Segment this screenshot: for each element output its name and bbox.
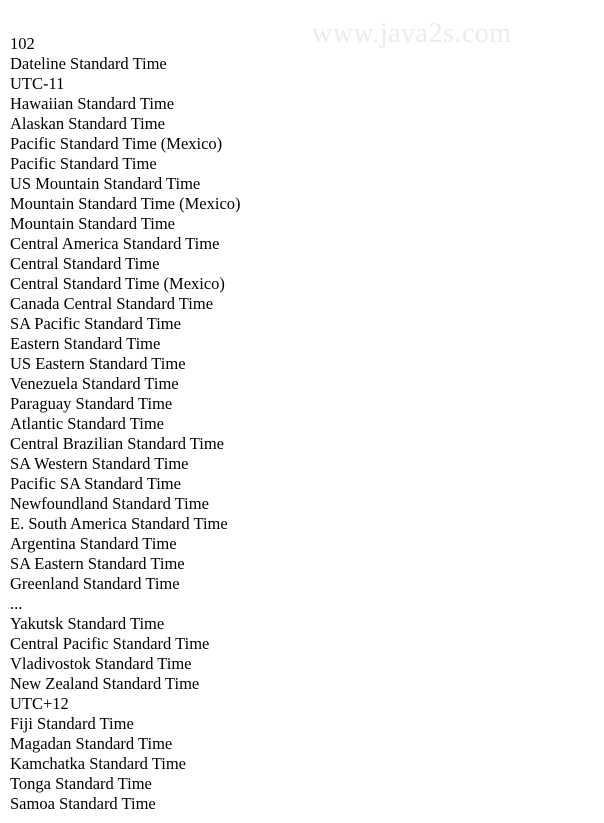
output-line: Vladivostok Standard Time: [10, 654, 192, 673]
output-line: SA Pacific Standard Time: [10, 314, 181, 333]
output-line: Pacific Standard Time (Mexico): [10, 134, 223, 153]
output-line: Central Pacific Standard Time: [10, 634, 210, 653]
output-line: Canada Central Standard Time: [10, 294, 214, 313]
output-line: Greenland Standard Time: [10, 574, 180, 593]
output-line: Eastern Standard Time: [10, 334, 161, 353]
output-line: Mountain Standard Time: [10, 214, 176, 233]
output-line: Hawaiian Standard Time: [10, 94, 175, 113]
output-line: Kamchatka Standard Time: [10, 754, 186, 773]
output-line: UTC-11: [10, 74, 65, 93]
output-line: Newfoundland Standard Time: [10, 494, 209, 513]
output-line: Mountain Standard Time (Mexico): [10, 194, 241, 213]
output-line: US Mountain Standard Time: [10, 174, 201, 193]
output-line: SA Eastern Standard Time: [10, 554, 185, 573]
output-line: Atlantic Standard Time: [10, 414, 164, 433]
output-line: Central Brazilian Standard Time: [10, 434, 225, 453]
output-line: 102: [10, 34, 35, 53]
output-line: Central Standard Time: [10, 254, 160, 273]
output-line: Fiji Standard Time: [10, 714, 134, 733]
output-line: Tonga Standard Time: [10, 774, 152, 793]
output-line: UTC+12: [10, 694, 69, 713]
output-line: Central Standard Time (Mexico): [10, 274, 225, 293]
output-line: Pacific Standard Time: [10, 154, 157, 173]
output-line: Dateline Standard Time: [10, 54, 167, 73]
output-line: Argentina Standard Time: [10, 534, 177, 553]
output-line: Samoa Standard Time: [10, 794, 156, 813]
output-line: US Eastern Standard Time: [10, 354, 186, 373]
output-line: Venezuela Standard Time: [10, 374, 179, 393]
output-line: Magadan Standard Time: [10, 734, 173, 753]
output-line: Pacific SA Standard Time: [10, 474, 181, 493]
output-line: SA Western Standard Time: [10, 454, 189, 473]
output-line: Yakutsk Standard Time: [10, 614, 165, 633]
output-line: ...: [10, 594, 23, 613]
console-output: [10, 34, 241, 814]
output-line: Alaskan Standard Time: [10, 114, 165, 133]
output-line: Paraguay Standard Time: [10, 394, 173, 413]
output-line: New Zealand Standard Time: [10, 674, 200, 693]
output-line: E. South America Standard Time: [10, 514, 228, 533]
watermark-text: www.java2s.com: [312, 18, 512, 49]
output-line: Central America Standard Time: [10, 234, 220, 253]
